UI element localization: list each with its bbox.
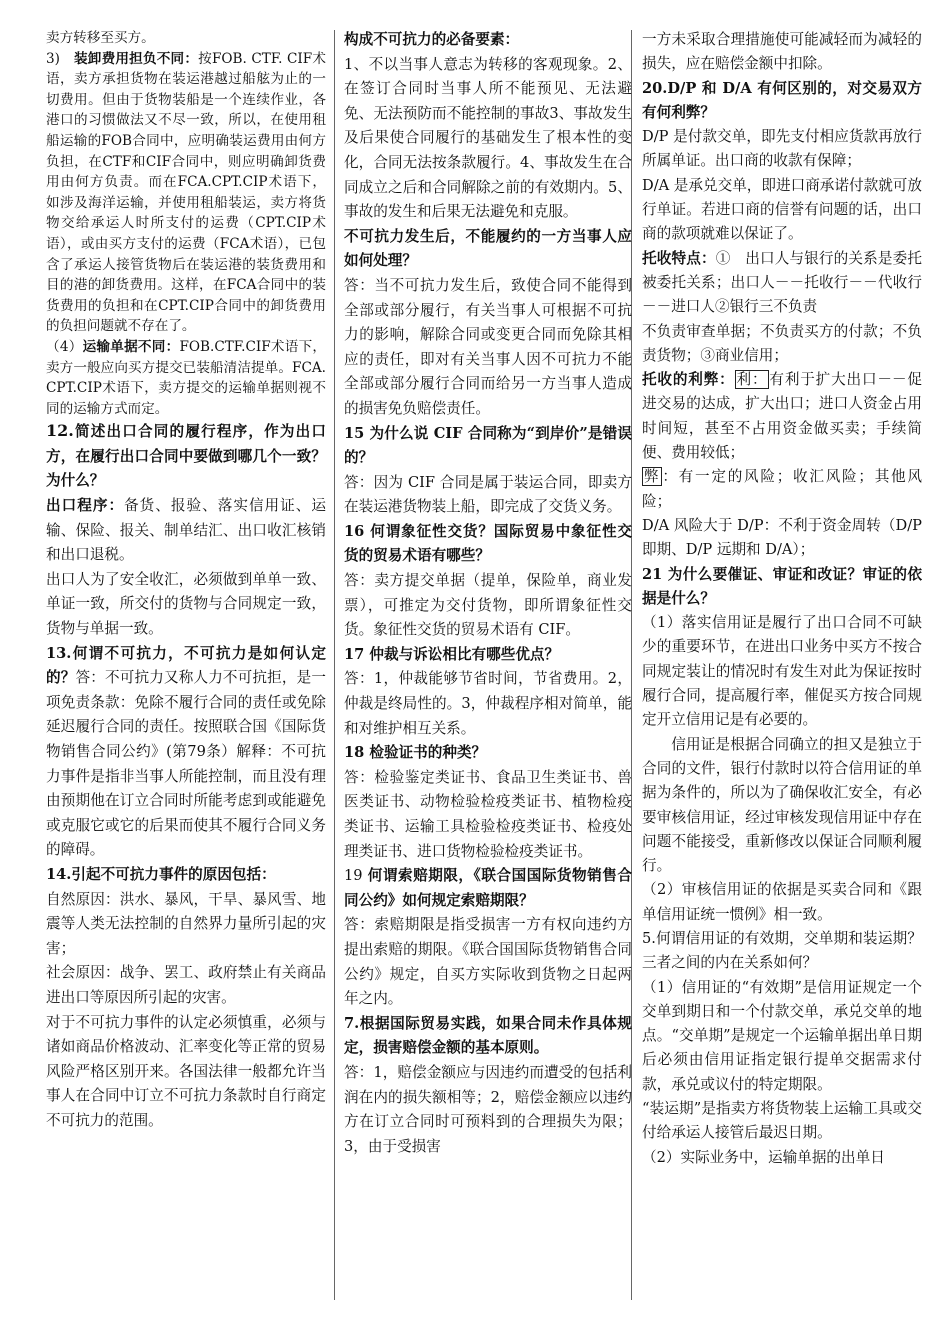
paragraph: （2）审核信用证的依据是买卖合同和《跟单信用证统一惯例》相一致。 — [642, 881, 922, 923]
paragraph: 自然原因：洪水、暴风，干旱、暴风雪、地震等人类无法控制的自然界力量所引起的灾害； — [46, 890, 326, 957]
item-number: 3) — [46, 50, 74, 67]
question-heading: 17 仲裁与诉讼相比有哪些优点？ — [344, 645, 560, 663]
paragraph: 1、不以当事人意志为转移的客观现象。2、在签订合同时当事人所不能预见、无法避免、无法预防而不能控制的事故3、事故发生及后果使合同履行的基础发生了根本性的变化，合同无法按条款履行。4、事故发生在合同成立之后和合同解除之前的有效期内。5、事故的发生和后果无法避免和克服。 — [344, 55, 632, 221]
question-number: 19 — [344, 867, 368, 885]
paragraph — [46, 337, 326, 419]
question-heading: 18 检验证书的种类？ — [344, 744, 487, 762]
paragraph — [642, 368, 922, 465]
question-title: 简述出口合同的履行程序，作为出口方，在履行出口合同中要做到哪几个一致？为什么？ — [46, 423, 326, 490]
paragraph: （2）实际业务中，运输单据的出单日 — [642, 1148, 885, 1166]
question-heading — [46, 419, 326, 494]
question-heading: 5.何谓信用证的有效期，交单期和装运期？三者之间的内在关系如何？ — [642, 929, 922, 972]
question-heading: 不可抗力发生后，不能履约的一方当事人应如何处理？ — [344, 227, 632, 270]
paragraph: 答：索赔期限是指受损害一方有权向违约方提出索赔的期限。《联合国国际货物销售合同公约》规定，自买方实际收到货物之日起两年之内。 — [344, 916, 632, 1008]
boxed-label: 弊 — [644, 468, 661, 486]
paragraph: 答：1，仲裁能够节省时间，节省费用。2，仲裁是终局性的。3，仲裁程序相对简单，能和对维护相互关系。 — [344, 670, 632, 737]
paragraph: 不负责审查单据；不负责买方的付款；不负责货物；③商业信用； — [642, 322, 922, 364]
question-title: 何谓索赔期限，《联合国国际货物销售合同公约》如何规定索赔期限？ — [344, 867, 632, 909]
left-column — [46, 28, 326, 1134]
paragraph: 答：卖方提交单据（提单，保险单，商业发票），可推定为交付货物，即所谓象征性交货。象征性交货的贸易术语有 CIF。 — [344, 572, 632, 639]
question-heading: 13.何谓不可抗力，不可抗力是如何认定的？ — [46, 644, 326, 687]
paragraph: 卖方转移至买方。 — [46, 30, 155, 46]
right-column — [642, 28, 922, 1170]
question-number: 12. — [46, 421, 74, 441]
paragraph: 信用证是根据合同确立的担又是独立于合同的文件，银行付款时以符合信用证的单据为条件的，所以为了确保收汇安全，有必要审核信用证，经过审核发现信用证中存在问题不能接受，重新修改以保证合同顺利履行。 — [642, 735, 922, 875]
paragraph: “装运期”是指卖方将货物装上运输工具或交付给承运人接管后最迟日期。 — [642, 1100, 922, 1142]
question-heading — [344, 864, 632, 913]
subheading: 出口程序： — [46, 497, 125, 515]
paragraph-text: ：有一定的风险；收汇风险；其他风险； — [642, 468, 922, 510]
paragraph-text: FOB.CTF.CIF术语下，卖方一般应向买方提交已装船清洁提单。FCA.CPT.CIP术语下，卖方提交的运输单据则视不同的运输方式而定。 — [46, 338, 326, 417]
paragraph — [46, 494, 326, 568]
question-heading: 7.根据国际贸易实践，如果合同未作具体规定，损害赔偿金额的基本原则。 — [344, 1014, 632, 1057]
item-number: （4） — [46, 338, 83, 355]
paragraph — [642, 465, 922, 514]
paragraph: 社会原因：战争、罢工、政府禁止有关商品进出口等原因所引起的灾害。 — [46, 964, 326, 1006]
section-heading: 构成不可抗力的必备要素： — [344, 31, 520, 48]
boxed-label: 利： — [736, 371, 768, 389]
paragraph — [46, 49, 326, 337]
paragraph: 答：检验鉴定类证书、食品卫生类证书、兽医类证书、动物检验检疫类证书、植物检疫类证书、运输工具检验检疫类证书、检疫处理类证书、进口货物检验检疫类证书。 — [344, 768, 632, 860]
paragraph-text: 按FOB. CTF. CIF术语，卖方承担货物在装运港越过船舷为止的一切费用。但由于货物装船是一个连续作业，各港口的习惯做法又不尽一致，所以，在使用租船运输的FOB合同中，应明确装运费用由何方负担，在CTF和CIF合同中，则应明确卸货费用由何方负责。而在FCA.CPT.CIP术语下，如涉及海洋运输，并使用租船装运，卖方将货物交给承运人时所支付的运费（CPT.CIP术语），或由买方支付的运费（FCA术语），已包含了承运人接管货物后在装运港的装货费用和目的港的卸货费用。这样，在FCA合同中的装货费用的负担和在CPT.CIP合同中的卸货费用的负担问题就不存在了。 — [46, 50, 326, 335]
paragraph — [642, 247, 922, 320]
subheading: 托收的利弊： — [642, 371, 735, 389]
paragraph-text: 有利于扩大出口－－促进交易的达成，扩大出口；进口人资金占用时间短，甚至不占用资金做买卖；手续简便、费用较低； — [642, 371, 922, 462]
paragraph: 对于不可抗力事件的认定必须慎重，必须与诸如商品价格波动、汇率变化等正常的贸易风险严格区别开来。各国法律一般都允许当事人在合同中订立不可抗力条款时自行商定不可抗力的范围。 — [46, 1013, 326, 1129]
paragraph-text: ① 出口人与银行的关系是委托被委托关系；出口人－－托收行－－代收行－－进口人②银行三不负责 — [642, 249, 922, 316]
paragraph: 答：1，赔偿金额应与因违约而遭受的包括利润在内的损失额相等；2，赔偿金额应以违约方在订立合同时可预料到的合理损失为限；3，由于受损害 — [344, 1063, 632, 1155]
subheading: 装卸费用担负不同： — [73, 50, 199, 67]
paragraph-text: 备货、报验、落实信用证、运输、保险、报关、制单结汇、出口收汇核销和出口退税。 — [46, 497, 326, 564]
paragraph: （1）落实信用证是履行了出口合同不可缺少的重要环节，在进出口业务中买方不按合同规定装让的情况时有发生对此为保证按时履行合同，提高履行率，催促买方按合同规定开立信用记是有必要的。 — [642, 614, 922, 729]
paragraph: 答：因为 CIF 合同是属于装运合同，即卖方在装运港货物装上船，即完成了交货义务。 — [344, 473, 632, 516]
middle-column — [344, 28, 632, 1159]
paragraph: D/A 风险大于 D/P：不利于资金周转（D/P 即期、D/P 远期和 D/A）； — [642, 516, 922, 559]
subheading: 运输单据不同： — [82, 338, 180, 355]
subheading: 托收特点： — [642, 249, 716, 267]
paragraph — [46, 642, 326, 863]
paragraph: （1）信用证的“有效期”是信用证规定一个交单到期日和一个付款交单，承兑交单的地点。“交单期”是规定一个运输单据出单日期后必须由信用证指定银行提单交据需求付款，承兑或议付的特定期限。 — [642, 978, 922, 1093]
column-divider — [334, 30, 335, 1300]
question-heading: 16 何谓象征性交货？国际贸易中象征性交货的贸易术语有哪些？ — [344, 522, 632, 565]
paragraph: D/P 是付款交单，即先支付相应货款再放行所属单证。出口商的收款有保障； — [642, 128, 922, 170]
question-heading: 15 为什么说 CIF 合同称为“到岸价”是错误的？ — [344, 424, 632, 467]
paragraph: 出口人为了安全收汇，必须做到单单一致、单证一致，所交付的货物与合同规定一致，货物与单据一致。 — [46, 570, 326, 638]
paragraph: D/A 是承兑交单，即进口商承诺付款就可放行单证。若进口商的信誉有问题的话，出口商的款项就难以保证了。 — [642, 176, 922, 243]
paragraph: 一方未采取合理措施使可能减轻而为减轻的损失，应在赔偿金额中扣除。 — [642, 31, 922, 73]
paragraph-text: 答：不可抗力又称人力不可抗拒，是一项免责条款：免除不履行合同的责任或免除延迟履行合同的责任。按照联合国《国际货物销售合同公约》(第79条）解释：不可抗力事件是指非当事人所能控制，而且没有理由预期他在订立合同时所能考虑到或能避免或克服它或它的后果而使其不履行合同义务的障碍。 — [46, 669, 326, 859]
question-heading: 21 为什么要催证、审证和改证？审证的依据是什么？ — [642, 565, 922, 607]
question-heading: 14.引起不可抗力事件的原因包括： — [46, 865, 276, 883]
question-heading: 20.D/P 和 D/A 有何区别的，对交易双方有何利弊？ — [642, 79, 922, 121]
paragraph: 答：当不可抗力发生后，致使合同不能得到全部或部分履行，有关当事人可根据不可抗力的影响，解除合同或变更合同而免除其相应的责任，即对有关当事人因不可抗力不能全部或部分履行合同而给另一方当事人造成的损害免负赔偿责任。 — [344, 276, 632, 417]
